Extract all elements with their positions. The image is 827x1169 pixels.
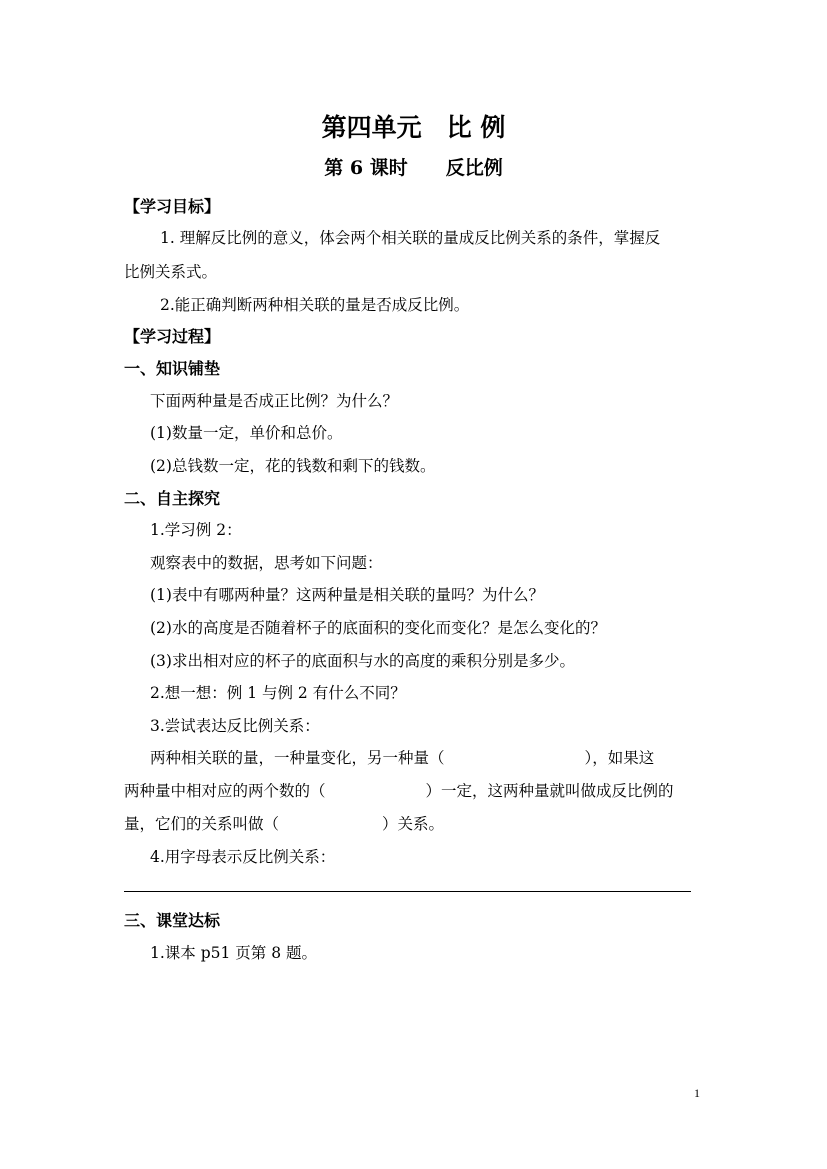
part1-q2: (2)总钱数一定，花的钱数和剩下的钱数。 — [150, 457, 436, 475]
part1-heading: 一、知识铺垫 — [124, 359, 221, 378]
fill-line-2 — [124, 779, 674, 801]
process-heading: 【学习过程】 — [124, 327, 221, 346]
fill-line-1-start: 两种相关联的量，一种量变化，另一种量（ — [150, 749, 445, 767]
page-number: 1 — [694, 1086, 700, 1100]
part2-q1: (1)表中有哪两种量？这两种量是相关联的量吗？为什么？ — [150, 586, 544, 604]
part1-question: 下面两种量是否成正比例？为什么？ — [150, 392, 399, 410]
fill-line-1-end: ），如果这 — [584, 749, 655, 767]
goal-item-2: 2.能正确判断两种相关联的量是否成反比例。 — [160, 296, 470, 314]
part2-q2: (2)水的高度是否随着杯子的底面积的变化而变化？是怎么变化的？ — [150, 619, 606, 637]
goals-heading: 【学习目标】 — [124, 197, 221, 216]
part2-step4: 4.用字母表示反比例关系： — [150, 848, 336, 866]
goal-item-1-line-1: 1. 理解反比例的意义，体会两个相关联的量成反比例关系的条件，掌握反 — [160, 229, 661, 247]
fill-line-1 — [150, 746, 654, 768]
page-title: 第四单元 比 例 — [321, 113, 506, 142]
fill-line-2-start: 两种量中相对应的两个数的（ — [124, 782, 326, 800]
part2-step3: 3.尝试表达反比例关系： — [150, 717, 320, 735]
fill-line-3-end: ）关系。 — [382, 815, 445, 833]
part2-heading: 二、自主探究 — [124, 489, 221, 508]
fill-line-3 — [124, 812, 444, 834]
part3-heading: 三、课堂达标 — [124, 911, 221, 930]
part2-q3: (3)求出相对应的杯子的底面积与水的高度的乘积分别是多少。 — [150, 652, 575, 670]
part2-step1: 1.学习例 2： — [150, 521, 242, 539]
part2-step2: 2.想一想：例 1 与例 2 有什么不同？ — [150, 684, 406, 702]
fill-line-3-start: 量，它们的关系叫做（ — [124, 815, 280, 833]
lesson-subtitle: 第 6 课时 反比例 — [324, 157, 503, 179]
part1-q1: (1)数量一定，单价和总价。 — [150, 424, 343, 442]
part2-observe: 观察表中的数据，思考如下问题： — [150, 554, 383, 572]
fill-line-2-end: ）一定，这两种量就叫做成反比例的 — [425, 782, 674, 800]
part3-item1: 1.课本 p51 页第 8 题。 — [150, 944, 318, 962]
goal-item-1-line-2: 比例关系式。 — [124, 263, 218, 281]
answer-line — [124, 891, 691, 892]
